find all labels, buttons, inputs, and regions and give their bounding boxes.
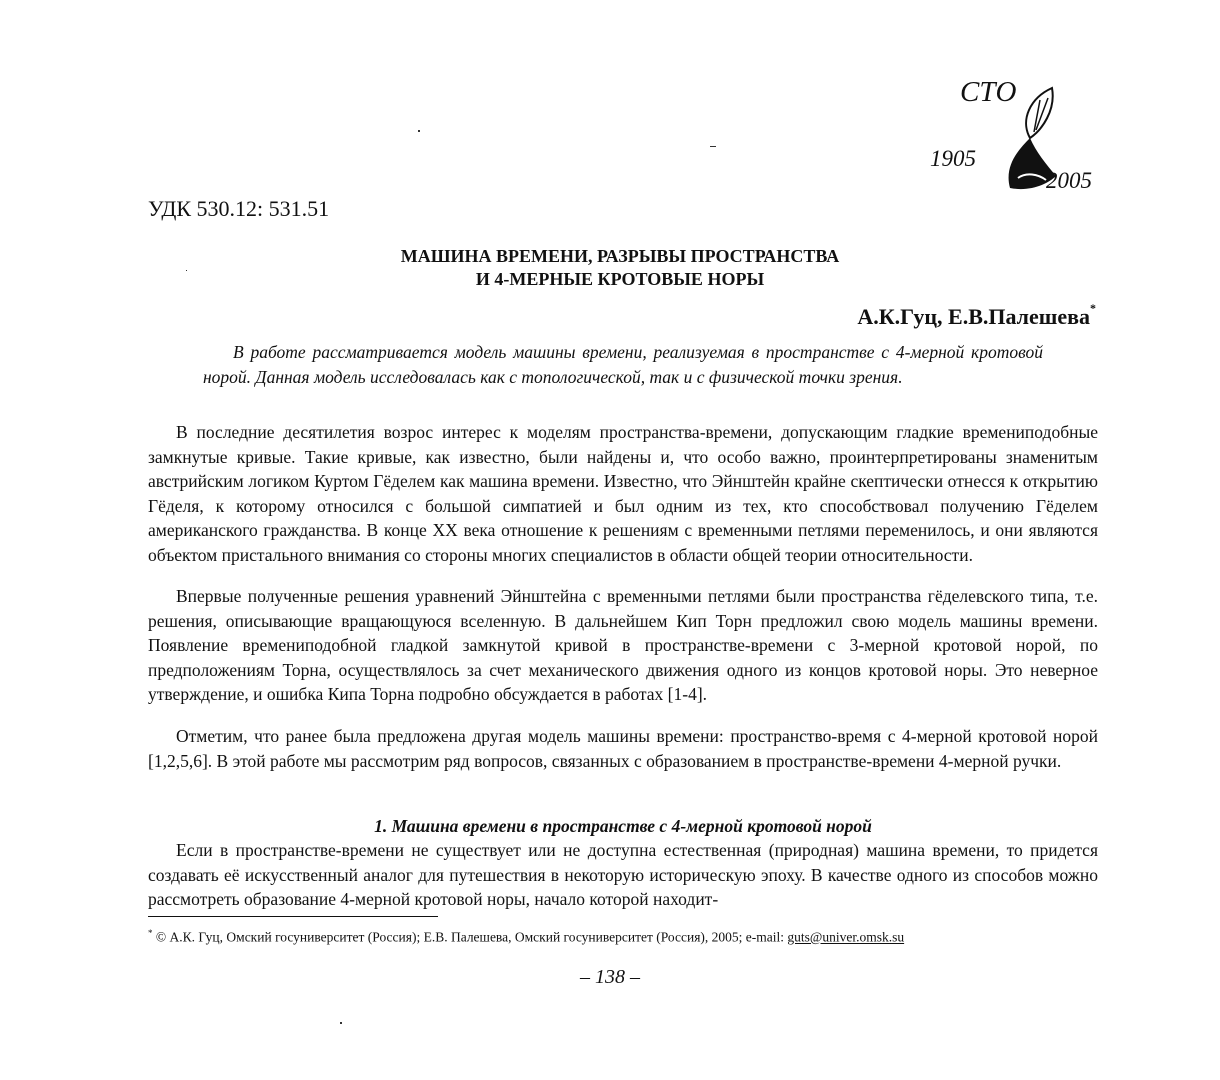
footnote-text: © А.К. Гуц, Омский госуниверситет (Россия); Е.В. Палешева, Омский госуниверситет (Россия), 2005; e-mail:	[155, 929, 788, 945]
scan-speck	[340, 1022, 342, 1024]
page-number: – 138 –	[580, 966, 640, 988]
paragraph-3: Отметим, что ранее была предложена другая модель машины времени: пространство-время с 4-мерной кротовой норой [1,2,5,6]. В этой работе мы рассмотрим ряд вопросов, связанных с образованием в пространстве-времени 4-мерной ручки.	[148, 726, 1098, 771]
logo-year-start: 1905	[930, 146, 976, 171]
authors	[857, 300, 1096, 330]
section-paragraph: Если в пространстве-времени не существует или не доступна естественная (природная) машина времени, то придется создавать её искусственный аналог для путешествия в некоторую историческую эпоху. В качестве одного из способов можно рассмотреть образование 4-мерной кротовой норы, начало которой находит-	[148, 840, 1098, 910]
footnote	[148, 928, 1108, 946]
paragraph-2: Впервые полученные решения уравнений Эйнштейна с временными петлями были пространства гёделевского типа, т.е. решения, описывающие вращающуюся вселенную. В дальнейшем Кип Торн предложил свою модель машины времени. Появление времениподобной гладкой замкнутой кривой в пространстве-времени с 3-мерной кротовой норой, по предположениям Торна, осуществлялось за счет механического движения одного из концов кротовой норы. Это неверное утверждение, и ошибка Кипа Торна подробно обсуждается в работах [1-4].	[148, 586, 1098, 705]
scan-speck	[710, 146, 716, 147]
scan-speck	[186, 270, 187, 271]
logo-label: СТО	[960, 76, 1017, 108]
logo-year-end: 2005	[1046, 168, 1092, 193]
abstract: В работе рассматривается модель машины времени, реализуемая в пространстве с 4-мерной кротовой норой. Данная модель исследовалась как с топологической, так и с физической точки зрения.	[203, 342, 1043, 387]
scan-speck	[418, 130, 420, 132]
footnote-mark: *	[148, 928, 153, 938]
udk-code: УДК 530.12: 531.51	[148, 196, 330, 221]
title-line-2: И 4-МЕРНЫЕ КРОТОВЫЕ НОРЫ	[475, 269, 765, 289]
paragraph-1: В последние десятилетия возрос интерес к моделям пространства-времени, допускающим гладкие времениподобные замкнутые кривые. Такие кривые, как известно, были найдены и, что особо важно, проинтерпретированы знаменитым австрийским логиком Куртом Гёделем как машина времени. Известно, что Эйнштейн крайне скептически отнесся к открытию Гёделя, к которому относился с большой симпатией и был одним из тех, кто способствовал получению Гёделем американского гражданства. В конце XX века отношение к решениям с временными петлями переменилось, и они являются объектом пристального внимания со стороны многих специалистов в области общей теории относительности.	[148, 422, 1098, 565]
authors-names: А.К.Гуц, Е.В.Палешева	[857, 304, 1090, 329]
section-heading: 1. Машина времени в пространстве с 4-мерной кротовой норой	[374, 816, 872, 836]
footnote-email-link[interactable]: guts@univer.omsk.su	[787, 929, 905, 945]
footnote-divider	[148, 916, 438, 917]
sto-logo	[920, 70, 1120, 200]
authors-footnote-mark: *	[1090, 300, 1096, 315]
title-line-1: МАШИНА ВРЕМЕНИ, РАЗРЫВЫ ПРОСТРАНСТВА	[400, 246, 840, 266]
